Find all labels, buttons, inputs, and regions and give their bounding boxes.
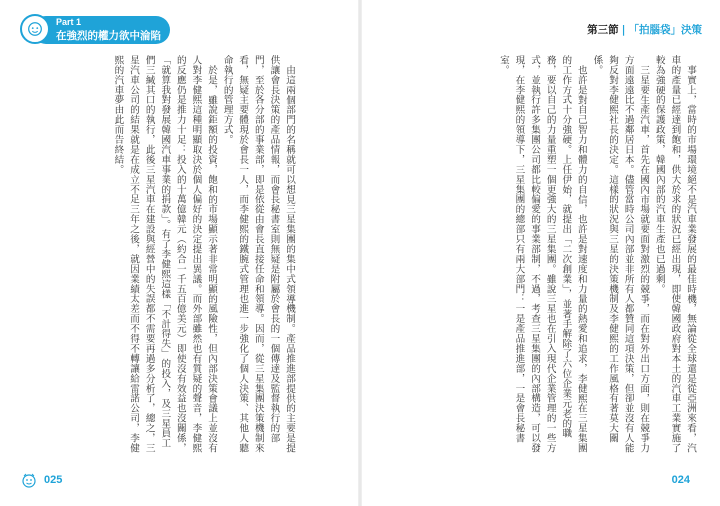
section-title: 「拍腦袋」決策 xyxy=(628,24,702,36)
page-number-right: 024 xyxy=(671,474,690,486)
chapter-badge xyxy=(20,14,170,46)
right-page-body xyxy=(410,55,698,455)
page-number-left: 025 xyxy=(44,474,63,486)
paragraph: 由這兩個部門的名稱就可以想見三星集團的集中式領導機制。產品推進部提供的主要是提供讓會長決策的產品情報，而會長秘書室則無疑是附屬於會長的一個傳達及監督執行的部門，至於各分部的事業部，即是依從由會長直接任命和領導。因而，從三星集團決策機制來看，無疑主要體現於會長一人，而李健熙的鐵腕式管理也進一步強化了個人決策、其他人聽命執行的管理方式。 xyxy=(221,55,295,453)
section-number: 第三節 xyxy=(587,24,619,36)
section-header xyxy=(587,22,702,37)
part-label: Part 1 xyxy=(56,17,82,27)
cartoon-face-icon xyxy=(20,472,40,488)
cartoon-face-icon xyxy=(20,14,50,44)
paragraph: 三星要生產汽車，首先在國內市場就要面對激烈的競爭，而在對外出口方面，則在競爭力方面遠遠比不過鄰居日本。儘管當時公司內部並非所有人都贊同這項決策，但卻並沒有人能夠反對李健熙社長的決定。這樣的狀況與三星的決策機制及李健熙的工作風格有著莫大關係。 xyxy=(591,55,650,453)
part-title: 在強烈的權力欲中淪陷 xyxy=(56,30,161,42)
paragraph: 於是，雖說鉅額的投資，飽和的市場顯示著非常明顯的風險性，但內部決策會議上並沒有人對李健熙這種明顯取決於個人偏好的決定提出異議。而外部雖然也有質疑的聲音，李健熙的反應仍是推力十足：投入的十萬億韓元（約合一千五百億美元）即使沒有效益也沒關係，「就算我對發展韓國汽車事業的捐款」。有了李健熙這樣「不計得失」的投入，及三星員工們三緘其口的執行，此後三星汽車在建設與經營中的失誤都不需要再過多分析了，總之，三星汽車公司的結果就是在成立不足三年之後，就因業績太差而不得不轉讓給雷諾公司，李健熙的汽車夢由此而告終結。 xyxy=(112,55,218,453)
right-page xyxy=(360,0,720,506)
paragraph: 也許是對自己智力和體力的自信，也許是對速度和力量的熱愛和追求，李健熙在三星集團的工作方式十分強硬。上任伊始，就提出「二次創業」，並著手解除了六位企業元老的職務，要以自己的力量重塑一個更強大的三星集團。雖說三星也在引入現代企業管理的一些方式，並執行許多集團公司都比較偏愛的事業部制，不過，考查三星集團的內部構造，可以發現，在李健熙的領導下，三星集團的總部只有兩大部門：一是產品推進部，一是會長秘書室。 xyxy=(497,55,587,453)
left-page-body xyxy=(47,55,297,455)
section-separator: | xyxy=(621,24,626,36)
paragraph: 事實上，當時的市場環境絕不是汽車業發展的最佳時機，無論從全球還是從亞洲來看，汽車的產量已經達到飽和，供大於求的狀況已經出現，即使韓國政府對本土的汽車工業實施了較為強硬的保護政策，韓國內部的汽車生產也已過剩。 xyxy=(653,55,696,453)
